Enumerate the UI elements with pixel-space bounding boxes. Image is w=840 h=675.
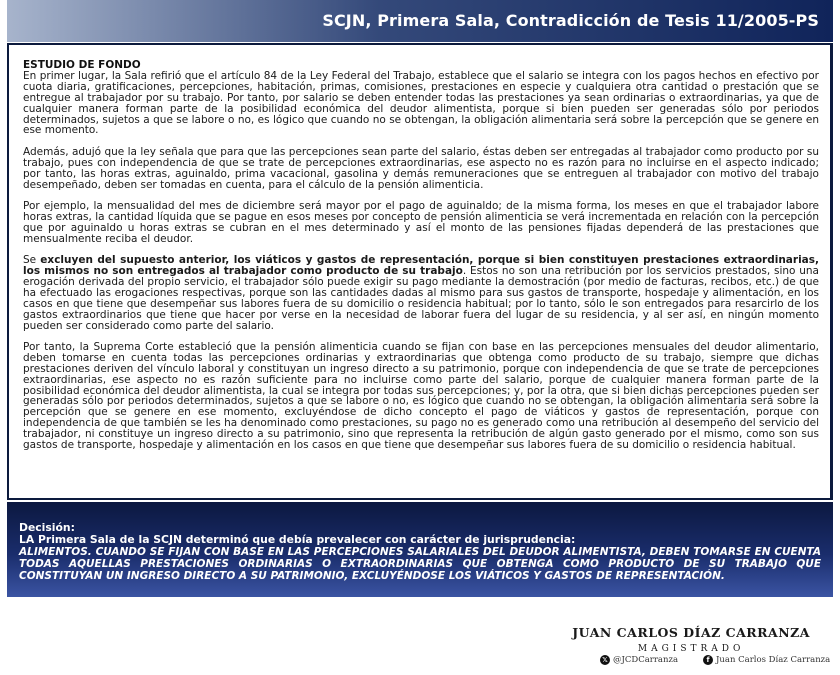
signature-block [572,625,810,654]
twitter-handle[interactable] [600,655,678,665]
paragraph-2: Además, adujó que la ley señala que para que las percepciones sean parte del salario, éstas deben ser entregadas al trabajador como producto por su trabajo, pues con independencia de que se trate de percepciones extraordinarias, ese aspecto no es razón para no incluirse en el aspecto indicado; por tanto, las horas extras, aguinaldo, prima vacacional, gasolina y demás remuneraciones que se entreguen al trabajador con motivo del trabajo desempeñado, deben ser tomadas en cuenta, para el cálculo de la pensión alimenticia. [23,145,819,191]
paragraph-3: Por ejemplo, la mensualidad del mes de diciembre será mayor por el pago de aguinaldo; de la misma forma, los meses en que el trabajador labore horas extras, la cantidad líquida que se pague en esos meses por concepto de pensión alimenticia se verá incrementada en relación con la percepción que por aguinaldo u horas extras se cubran en el mes determinado y así el monto de las pensiones fijadas dependerá de las prestaciones que mensualmente reciba el deudor. [23,199,819,245]
facebook-handle-text: Juan Carlos Díaz Carranza [716,655,831,665]
document-body [23,60,819,462]
decision-intro: LA Primera Sala de la SCJN determinó que debía prevalecer con carácter de jurisprudencia: [19,533,576,546]
decision-text: ALIMENTOS. CUANDO SE FIJAN CON BASE EN LAS PERCEPCIONES SALARIALES DEL DEUDOR ALIMENTISTA, DEBEN TOMARSE EN CUENTA TODAS AQUELLAS PRESTACIONES ORDINARIAS O EXTRAORDINARIAS QUE OBTENGA COMO PRODUCTO DE SU TRABAJO QUE CONSTITUYAN UN INGRESO DIRECTO A SU PATRIMONIO, EXCLUYÉNDOSE LOS VIÁTICOS Y GASTOS DE REPRESENTACIÓN. [19,546,821,582]
paragraph-5: Por tanto, la Suprema Corte estableció que la pensión alimenticia cuando se fijan con base en las percepciones mensuales del deudor alimentario, deben tomarse en cuenta todas las percepciones ordinarias y extraordinarias que obtenga como producto de su trabajo, siempre que dichas prestaciones deriven del vínculo laboral y constituyan un ingreso directo a su patrimonio, porque con independencia de que se trate de percepciones extraordinarias, ese aspecto no es razón suficiente para no incluirse como parte del salario, porque de cualquier manera forman parte de la posibilidad económica del deudor alimentista, la cual se integra por todas sus percepciones; y, por la otra, que si bien dichas percepciones pueden ser generadas sólo por periodos determinados, sujetos a que se labore o no, es lógico que cuando no se obtengan, la obligación alimentaria será sobre la percepción que se genere en ese momento, excluyéndose de dicho concepto el pago de viáticos y gastos de representación, porque con independencia de que también se les ha denominado como prestaciones, su pago no es generado como una retribución al desempeño del servicio del trabajador, ni constituye un ingreso directo a su patrimonio, sino que representa la retribución de algún gasto generado por el mismo, como son sus gastos de transporte, hospedaje y alimentación en los casos en que tiene que desempeñar sus labores fuera de su domicilio o residencia habitual. [23,340,819,452]
paragraph-4 [23,255,819,331]
x-icon: 𝕏 [600,655,610,665]
page-title: SCJN, Primera Sala, Contradicción de Tesis 11/2005-PS [322,11,819,30]
section-title: ESTUDIO DE FONDO [23,59,141,71]
twitter-handle-text: @JCDCarranza [613,655,679,665]
decision-box [7,502,833,597]
header-banner [7,0,833,42]
paragraph-1: En primer lugar, la Sala refirió que el artículo 84 de la Ley Federal del Trabajo, establece que el salario se integra con los pagos hechos en efectivo por cuota diaria, gratificaciones, percepciones, habitación, primas, comisiones, prestaciones en especie y cualquiera otra cantidad o prestación que se entregue al trabajador por su trabajo. Por tanto, por salario se deben entender todas las prestaciones ya sean ordinarias o extraordinarias, ya que de cualquier manera forman parte de la posibilidad económica del deudor alimentista, porque si bien pueden ser generadas sólo por periodos determinados, sujetos a que se labore o no, es lógico que cuando no se obtengan, la obligación alimentaria será sobre la percepción que se genere en ese momento. [23,69,819,137]
document-frame [7,43,833,500]
facebook-handle[interactable] [703,655,830,665]
signature-role: MAGISTRADO [637,644,745,654]
paragraph-4-bold: excluyen del supuesto anterior, los viáticos y gastos de representación, porque si bien constituyen prestaciones extraordinarias, los mismos no son entregados al trabajador como producto de su trabajo [23,254,819,277]
facebook-icon: f [703,655,713,665]
signature-name: JUAN CARLOS DÍAZ CARRANZA [572,625,810,640]
paragraph-4-rest: . Estos no son una retribución por los servicios prestados, sino una erogación derivada del propio servicio, el trabajador sólo puede exigir su pago mediante la demostración (por medio de facturas, recibos, etc.) de que ha efectuado las erogaciones respectivas, porque son las cantidades dadas al mismo para sus gastos de transporte, hospedaje y alimentación, en los casos en que tiene que desempeñar sus labores fuera de su domicilio o residencia habitual; por lo tanto, sólo le son entregados para resarcirlo de los gastos extraordinarios que tiene que hacer por verse en la necesidad de laborar fuera del lugar de su residencia, y al ser así, en ningún momento pueden ser considerado como parte del salario. [23,265,819,332]
decision-label: Decisión: [19,521,75,534]
paragraph-4-start: Se [23,254,41,267]
